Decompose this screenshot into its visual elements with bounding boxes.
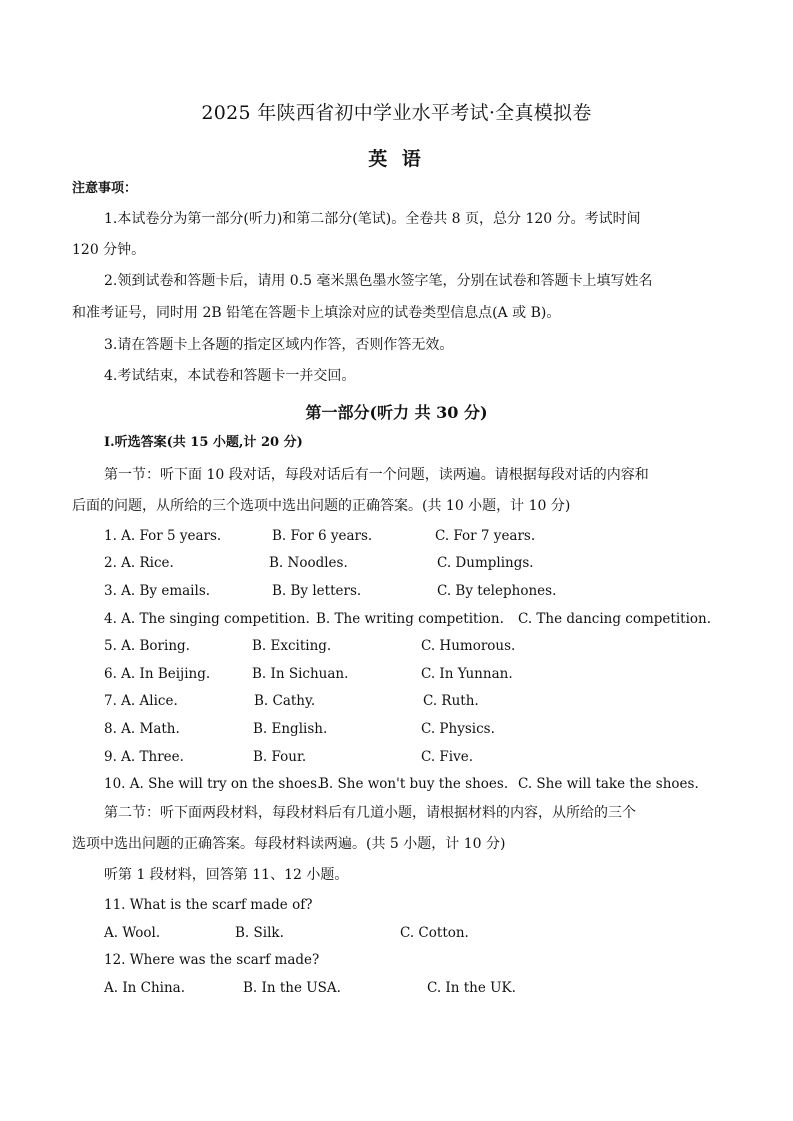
q1-option-a: 1. A. For 5 years.	[104, 528, 222, 544]
material-1-instruction: 听第 1 段材料，回答第 11、12 小题。	[104, 867, 349, 883]
q2-option-b: B. Noodles.	[269, 555, 348, 571]
q4-option-a: 4. A. The singing competition.	[104, 611, 310, 627]
section-2-instruction-line-2: 选项中选出问题的正确答案。每段材料读两遍。(共 5 小题，计 10 分)	[72, 836, 506, 852]
q7-option-c: C. Ruth.	[423, 693, 479, 709]
q10-option-b: B. She won't buy the shoes.	[319, 776, 509, 792]
q5-option-a: 5. A. Boring.	[104, 638, 190, 654]
q11-option-a: A. Wool.	[104, 925, 161, 941]
notice-item-1-line-2: 120 分钟。	[72, 242, 146, 258]
section-1-instruction-line-1: 第一节：听下面 10 段对话，每段对话后有一个问题，读两遍。请根据每段对话的内容和	[104, 467, 649, 483]
q9-option-c: C. Five.	[421, 749, 474, 765]
section-1-instruction-line-2: 后面的问题，从所给的三个选项中选出问题的正确答案。(共 10 小题，计 10 分)	[72, 498, 571, 514]
q11-option-c: C. Cotton.	[400, 925, 469, 941]
notice-item-2-line-1: 2.领到试卷和答题卡后，请用 0.5 毫米黑色墨水签字笔，分别在试卷和答题卡上填写姓名	[104, 273, 653, 289]
q10-option-a: 10. A. She will try on the shoes.	[104, 776, 322, 792]
q8-option-c: C. Physics.	[421, 721, 495, 737]
notice-item-1-line-1: 1.本试卷分为第一部分(听力)和第二部分(笔试)。全卷共 8 页，总分 120 分。考试时间	[104, 211, 641, 227]
q4-option-b: B. The writing competition.	[316, 611, 504, 627]
q6-option-b: B. In Sichuan.	[252, 666, 349, 682]
subject-title: 英 语	[368, 148, 425, 170]
section-1-heading: Ⅰ.听选答案(共 15 小题,计 20 分)	[104, 435, 303, 450]
section-2-instruction-line-1: 第二节：听下面两段材料，每段材料后有几道小题，请根据材料的内容，从所给的三个	[104, 805, 636, 821]
q12-option-a: A. In China.	[104, 980, 186, 996]
part-1-title: 第一部分(听力 共 30 分)	[305, 403, 488, 422]
q1-option-b: B. For 6 years.	[272, 528, 373, 544]
q3-option-b: B. By letters.	[272, 583, 362, 599]
q10-option-c: C. She will take the shoes.	[518, 776, 699, 792]
q8-option-b: B. English.	[253, 721, 328, 737]
notice-item-4: 4.考试结束，本试卷和答题卡一并交回。	[104, 368, 356, 384]
q3-option-a: 3. A. By emails.	[104, 583, 211, 599]
notice-item-3: 3.请在答题卡上各题的指定区域内作答，否则作答无效。	[104, 337, 454, 353]
q12-stem: 12. Where was the scarf made?	[104, 952, 320, 968]
q6-option-a: 6. A. In Beijing.	[104, 666, 211, 682]
notice-item-2-line-2: 和准考证号，同时用 2B 铅笔在答题卡上填涂对应的试卷类型信息点(A 或 B)。	[72, 305, 561, 321]
q2-option-a: 2. A. Rice.	[104, 555, 174, 571]
q3-option-c: C. By telephones.	[437, 583, 557, 599]
q9-option-a: 9. A. Three.	[104, 749, 184, 765]
q12-option-c: C. In the UK.	[427, 980, 516, 996]
q1-option-c: C. For 7 years.	[435, 528, 536, 544]
q5-option-b: B. Exciting.	[252, 638, 332, 654]
q11-stem: 11. What is the scarf made of?	[104, 897, 313, 913]
q6-option-c: C. In Yunnan.	[421, 666, 513, 682]
q4-option-c: C. The dancing competition.	[518, 611, 712, 627]
q8-option-a: 8. A. Math.	[104, 721, 180, 737]
q7-option-b: B. Cathy.	[254, 693, 316, 709]
q12-option-b: B. In the USA.	[243, 980, 341, 996]
exam-main-title: 2025 年陕西省初中学业水平考试·全真模拟卷	[201, 102, 592, 124]
q9-option-b: B. Four.	[253, 749, 307, 765]
notice-label: 注意事项：	[72, 181, 138, 196]
q2-option-c: C. Dumplings.	[437, 555, 534, 571]
q7-option-a: 7. A. Alice.	[104, 693, 178, 709]
q11-option-b: B. Silk.	[235, 925, 284, 941]
q5-option-c: C. Humorous.	[421, 638, 516, 654]
